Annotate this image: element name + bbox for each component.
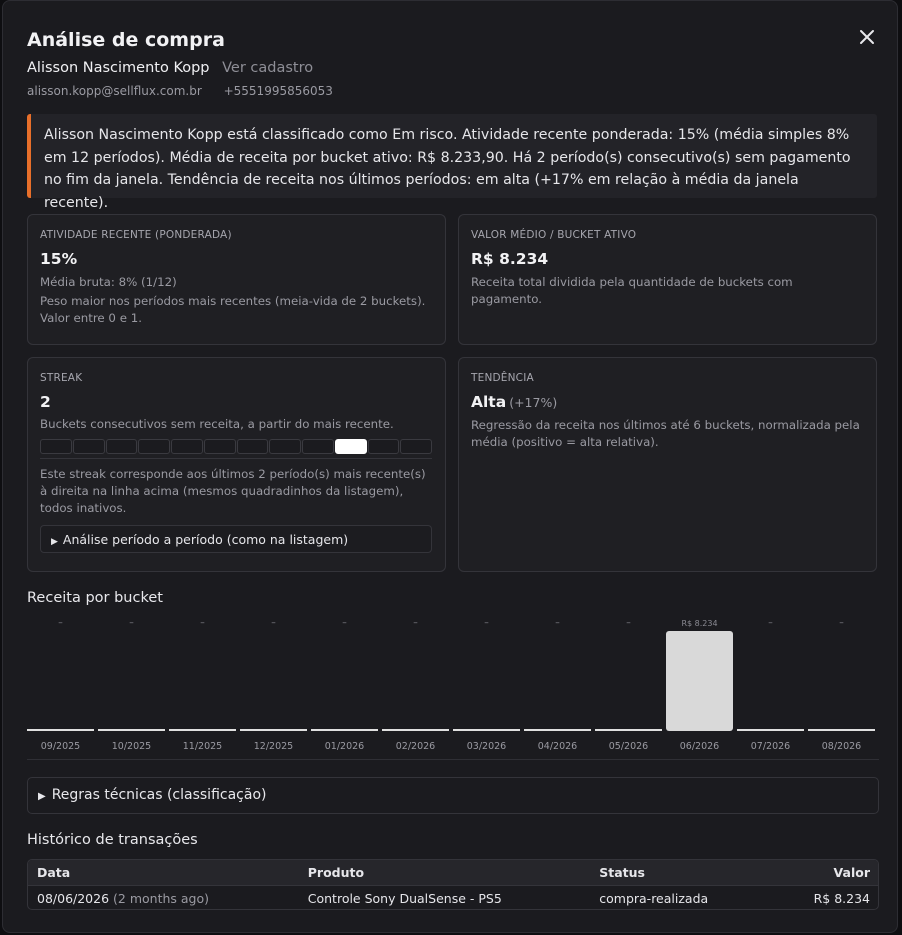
trend-label: TENDÊNCIA [471, 372, 534, 384]
data-label-04/2026: – [555, 618, 560, 628]
column-product: Produto [307, 865, 365, 880]
trend-percent: (+17%) [509, 395, 558, 410]
activity-description: Peso maior nos períodos mais recentes (meia-vida de 2 buckets). Valor entre 0 e 1. [40, 294, 426, 325]
close-icon [855, 25, 879, 49]
transaction-value: R$ 8.234 [813, 891, 870, 906]
data-label-12/2025: – [271, 618, 276, 628]
streak-cell [106, 439, 138, 454]
bar-06/2026 [666, 631, 733, 731]
bar-04/2026 [524, 729, 591, 731]
average-value-card [458, 214, 877, 345]
streak-cells [40, 439, 432, 454]
tick-label-06/2026: 06/2026 [679, 741, 720, 752]
streak-cell [237, 439, 269, 454]
classification-summary: Alisson Nascimento Kopp está classificado como Em risco. Atividade recente ponderada: 15% (média simples 8% em 12 períodos). Média de receita por bucket ativo: R$ 8.233,90. Há 2 período(s) consecutivo(s) sem pagamento no fim da janela. Tendência de receita nos últimos períodos: em alta (+17% em relação à média da janela recente). [27, 114, 877, 198]
activity-raw-average: Média bruta: 8% (1/12) [40, 275, 177, 289]
bar-08/2026 [808, 729, 875, 731]
customer-phone: +5551995856053 [223, 84, 333, 98]
data-label-07/2026: – [768, 618, 773, 628]
bar-02/2026 [382, 729, 449, 731]
bar-03/2026 [453, 729, 520, 731]
streak-cell [138, 439, 170, 454]
transaction-product: Controle Sony DualSense - PS5 [307, 891, 502, 906]
bar-01/2026 [311, 729, 378, 731]
technical-rules-toggle[interactable] [27, 777, 879, 814]
streak-cell [73, 439, 105, 454]
revenue-bar-chart [27, 613, 879, 753]
data-label-03/2026: – [484, 618, 489, 628]
streak-divider [40, 458, 432, 459]
triangle-right-icon: ▶ [38, 791, 46, 802]
activity-value: 15% [40, 250, 78, 268]
data-label-11/2025: – [200, 618, 205, 628]
customer-email: alisson.kopp@sellflux.com.br [27, 84, 202, 98]
data-label-08/2026: – [839, 618, 844, 628]
bar-07/2026 [737, 729, 804, 731]
history-title: Histórico de transações [27, 832, 198, 848]
tick-label-01/2026: 01/2026 [324, 741, 365, 752]
bar-09/2025 [27, 729, 94, 731]
streak-description: Buckets consecutivos sem receita, a partir do mais recente. [40, 417, 394, 431]
close-button[interactable] [855, 25, 879, 49]
bar-12/2025 [240, 729, 307, 731]
data-label-10/2025: – [129, 618, 134, 628]
chart-title: Receita por bucket [27, 590, 163, 606]
column-value: Valor [833, 865, 870, 880]
bar-05/2026 [595, 729, 662, 731]
column-status: Status [599, 865, 645, 880]
average-value-label: VALOR MÉDIO / BUCKET ATIVO [471, 229, 637, 241]
data-label-05/2026: – [626, 618, 631, 628]
streak-explanation: Este streak corresponde aos últimos 2 período(s) mais recente(s) à direita na linha acima (mesmos quadradinhos da listagem), todos inativos. [40, 467, 426, 515]
streak-cell [40, 439, 72, 454]
tick-label-02/2026: 02/2026 [395, 741, 436, 752]
bar-11/2025 [169, 729, 236, 731]
table-row [28, 885, 878, 910]
streak-value: 2 [40, 393, 51, 411]
average-value-description: Receita total dividida pela quantidade de buckets com pagamento. [471, 275, 793, 306]
streak-card [27, 357, 446, 572]
average-value-amount: R$ 8.234 [471, 250, 549, 268]
tick-label-05/2026: 05/2026 [608, 741, 649, 752]
section-divider [27, 759, 879, 760]
streak-cell [400, 439, 432, 454]
transaction-date-cell [28, 886, 308, 910]
data-label-06/2026: R$ 8.234 [681, 619, 718, 628]
streak-cell [335, 439, 367, 454]
streak-cell [204, 439, 236, 454]
customer-name: Alisson Nascimento Kopp [27, 60, 210, 76]
contact-row [27, 84, 333, 98]
tick-label-10/2025: 10/2025 [111, 741, 152, 752]
period-analysis-toggle[interactable] [40, 525, 432, 553]
trend-value: Alta [471, 393, 507, 411]
streak-cell [302, 439, 334, 454]
customer-row [27, 60, 313, 76]
transaction-status: compra-realizada [599, 891, 709, 906]
purchase-analysis-modal [2, 0, 898, 933]
streak-label: STREAK [40, 372, 83, 384]
tick-label-04/2026: 04/2026 [537, 741, 578, 752]
bar-10/2025 [98, 729, 165, 731]
tick-label-12/2025: 12/2025 [253, 741, 294, 752]
transactions-table [27, 859, 879, 910]
trend-card [458, 357, 877, 572]
transaction-relative-date: (2 months ago) [113, 891, 210, 906]
tick-label-08/2026: 08/2026 [821, 741, 862, 752]
streak-cell [269, 439, 301, 454]
table-header [28, 860, 878, 885]
tick-label-03/2026: 03/2026 [466, 741, 507, 752]
streak-cell [368, 439, 400, 454]
trend-value-row [471, 393, 864, 411]
triangle-right-icon: ▶ [51, 537, 58, 547]
transaction-date: 08/06/2026 [37, 891, 110, 906]
activity-card [27, 214, 446, 345]
modal-title: Análise de compra [27, 29, 225, 51]
activity-label: ATIVIDADE RECENTE (PONDERADA) [40, 229, 232, 241]
view-profile-link[interactable]: Ver cadastro [222, 60, 314, 76]
trend-description: Regressão da receita nos últimos até 6 buckets, normalizada pela média (positivo = alta relativa). [471, 418, 860, 449]
streak-cell [171, 439, 203, 454]
tick-label-09/2025: 09/2025 [40, 741, 81, 752]
data-label-01/2026: – [342, 618, 347, 628]
data-label-02/2026: – [413, 618, 418, 628]
technical-rules-label: Regras técnicas (classificação) [51, 787, 267, 803]
tick-label-07/2026: 07/2026 [750, 741, 791, 752]
period-analysis-label: Análise período a período (como na listagem) [62, 532, 349, 547]
data-label-09/2025: – [58, 618, 63, 628]
tick-label-11/2025: 11/2025 [182, 741, 223, 752]
column-date: Data [37, 865, 71, 880]
